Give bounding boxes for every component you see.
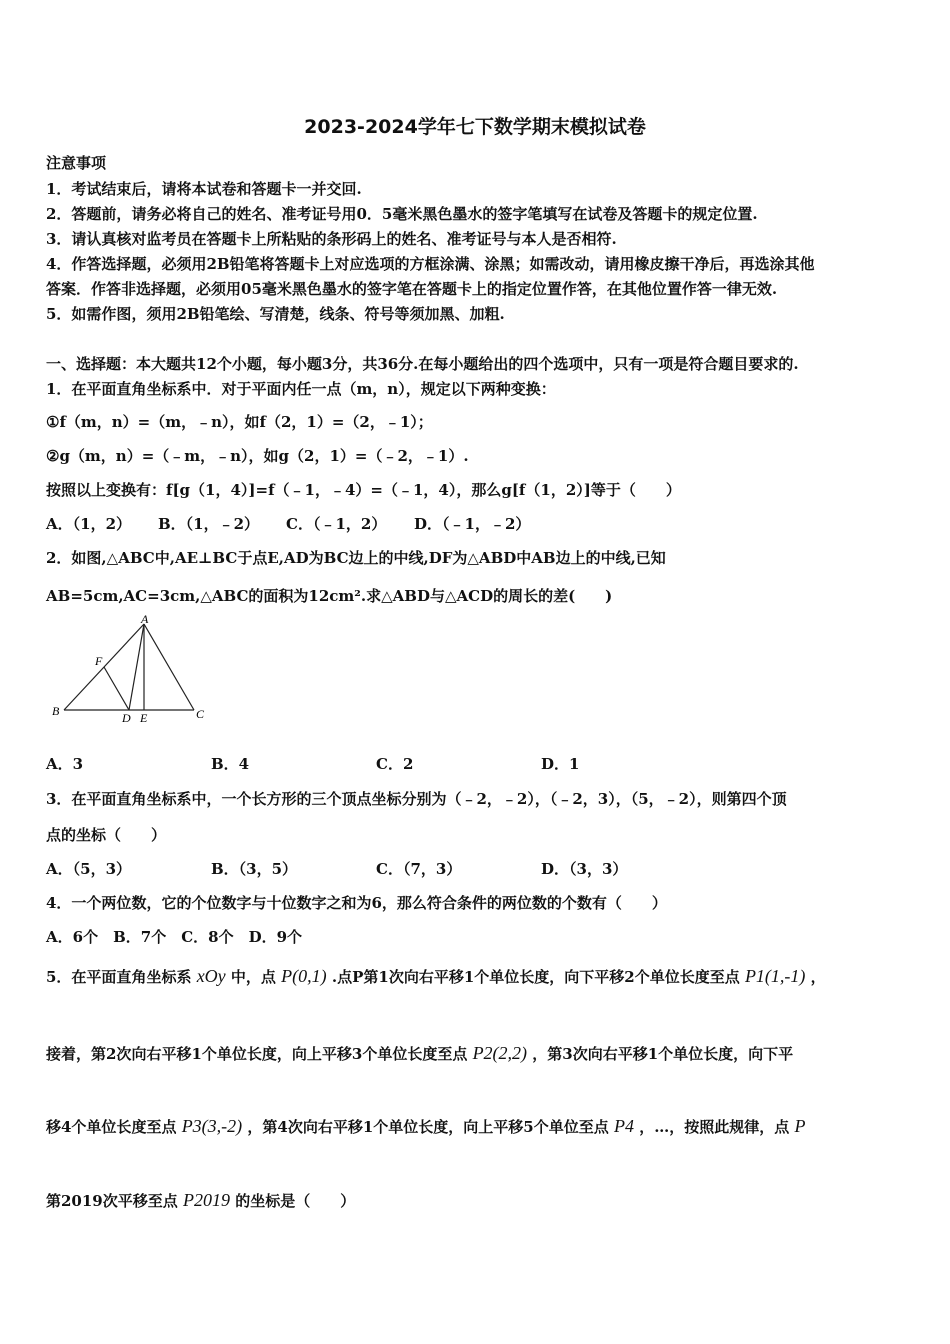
q2-line-1: 2．如图,△ABC中,AE⊥BC于点E,AD为BC边上的中线,DF为△ABD中AB边上的中线,已知 [46,549,666,567]
q5-line-3: 移4个单位长度至点 P3(3,-2) ，第4次向右平移1个单位长度，向上平移5个单位至点 P4 ，…，按照此规律，点 P [46,1116,806,1136]
notice-heading: 注意事项 [46,154,107,172]
notice-item: 3．请认真核对监考员在答题卡上所粘贴的条形码上的姓名、准考证号与本人是否相符. [46,230,617,248]
label-b: B [52,704,60,718]
math-p2: P2(2,2) [472,1043,528,1063]
q2-option-b[interactable]: B．4 [211,755,250,773]
q5-line-4: 第2019次平移至点 P2019 的坐标是（ ） [46,1190,356,1210]
q2-option-c[interactable]: C．2 [376,755,414,773]
q3-option-c[interactable]: C．（7，3） [376,860,462,878]
q1-ask: 按照以上变换有：f[g（1，4）]=f（﹣1，﹣4）=（﹣1，4），那么g[f（1，2）]等于（ ） [46,481,681,499]
side-ac [144,624,194,710]
page-title: 2023-2024学年七下数学期末模拟试卷 [304,116,646,138]
q4-options: A．6个 B．7个 C．8个 D．9个 [46,928,303,946]
notice-item: 5．如需作图，须用2B铅笔绘、写清楚，线条、符号等须加黑、加粗. [46,305,505,323]
math-xoy: xOy [196,966,226,986]
q3-options [46,858,627,879]
math-p2019: P2019 [182,1190,230,1210]
q2-option-a[interactable]: A．3 [46,755,84,773]
label-d: D [122,711,131,725]
q1-option-c[interactable]: C．（﹣1，2） [286,515,387,533]
label-e: E [140,711,148,725]
math-p0: P(0,1) [281,966,327,986]
q5-line-1: 5．在平面直角坐标系 xOy 中，点 P(0,1) .点P第1次向右平移1个单位长度，向下平移2个单位长度至点 P1(1,-1) ， [46,966,826,986]
q2-option-d[interactable]: D．1 [541,755,580,773]
triangle-figure [46,614,216,726]
q1-rule-1: ①f（m，n）=（m，﹣n），如f（2，1）=（2，﹣1）； [46,413,433,431]
math-p3: P3(3,-2) [181,1116,243,1136]
q3-option-b[interactable]: B．（3，5） [211,860,298,878]
section-heading: 一、选择题：本大题共12个小题，每小题3分，共36分.在每小题给出的四个选项中，只有一项是符合题目要求的. [46,355,799,373]
q1-stem: 1．在平面直角坐标系中．对于平面内任一点（m，n），规定以下两种变换： [46,380,556,398]
q1-option-a[interactable]: A．（1，2） [46,515,132,533]
notice-item: 2．答题前，请务必将自己的姓名、准考证号用0．5毫米黑色墨水的签字笔填写在试卷及答题卡的规定位置. [46,205,758,223]
q2-options [46,753,579,774]
q2-line-2: AB=5cm,AC=3cm,△ABC的面积为12cm².求△ABD与△ACD的周长的差( ) [46,587,613,605]
q3-option-a[interactable]: A．（5，3） [46,860,132,878]
q4-stem: 4．一个两位数，它的个位数字与十位数字之和为6，那么符合条件的两位数的个数有（ ） [46,894,667,912]
math-p1: P1(1,-1) [744,966,806,986]
q3-line-2: 点的坐标（ ） [46,826,167,844]
q1-rule-2: ②g（m，n）=（﹣m，﹣n），如g（2，1）=（﹣2，﹣1）. [46,447,469,465]
median-df [104,667,129,710]
math-p4: P4 [613,1116,634,1136]
notice-item: 4．作答选择题，必须用2B铅笔将答题卡上对应选项的方框涂满、涂黑；如需改动，请用橡皮擦干净后，再选涂其他 [46,255,815,273]
label-a: A [141,614,149,626]
q1-option-d[interactable]: D．（﹣1，﹣2） [414,515,531,533]
notice-item: 1．考试结束后，请将本试卷和答题卡一并交回. [46,180,362,198]
math-p: P [794,1116,806,1136]
q1-option-b[interactable]: B．（1，﹣2） [158,515,260,533]
q3-option-d[interactable]: D．（3，3） [541,860,628,878]
q5-line-2: 接着，第2次向右平移1个单位长度，向上平移3个单位长度至点 P2(2,2) ，第3次向右平移1个单位长度，向下平 [46,1043,794,1063]
q1-options [46,513,530,534]
label-f: F [95,654,103,668]
notice-item: 答案．作答非选择题，必须用05毫米黑色墨水的签字笔在答题卡上的指定位置作答，在其他位置作答一律无效. [46,280,778,298]
q3-line-1: 3．在平面直角坐标系中，一个长方形的三个顶点坐标分别为（﹣2，﹣2），（﹣2，3），（5，﹣2），则第四个顶 [46,790,787,808]
label-c: C [196,707,205,721]
